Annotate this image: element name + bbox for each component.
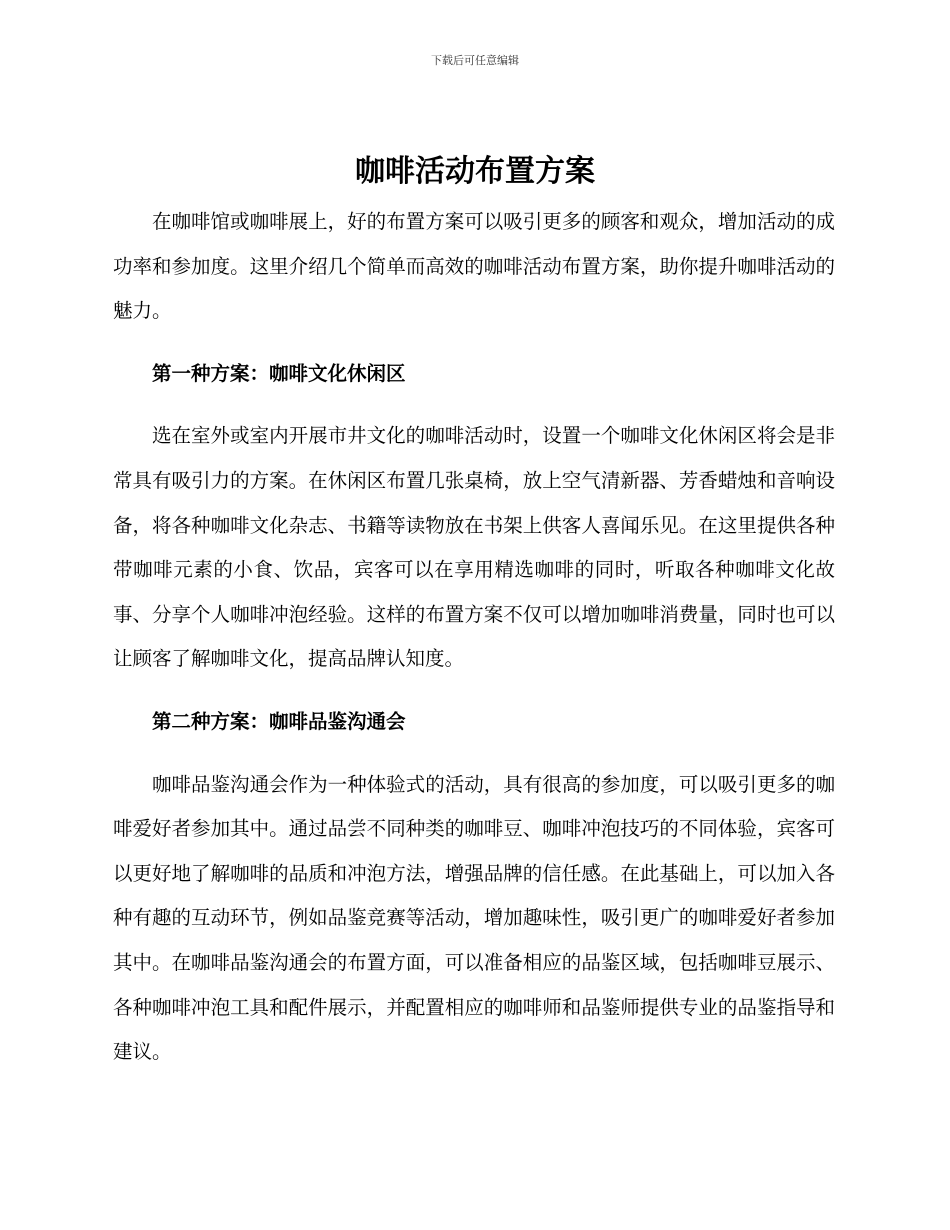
section-body-1: 选在室外或室内开展市井文化的咖啡活动时，设置一个咖啡文化休闲区将会是非常具有吸引力的方案。在休闲区布置几张桌椅，放上空气清新器、芳香蜡烛和音响设备，将各种咖啡文化杂志、书籍等读物放在书架上供客人喜闻乐见。在这里提供各种带咖啡元素的小食、饮品，宾客可以在享用精选咖啡的同时，听取各种咖啡文化故事、分享个人咖啡冲泡经验。这样的布置方案不仅可以增加咖啡消费量，同时也可以让顾客了解咖啡文化，提高品牌认知度。 [113, 424, 835, 671]
spacer [113, 745, 835, 763]
spacer [113, 396, 835, 414]
document-title: 咖啡活动布置方案 [355, 154, 595, 189]
section-body-2: 咖啡品鉴沟通会作为一种体验式的活动，具有很高的参加度，可以吸引更多的咖啡爱好者参加其中。通过品尝不同种类的咖啡豆、咖啡冲泡技巧的不同体验，宾客可以更好地了解咖啡的品质和冲泡方法，增强品牌的信任感。在此基础上，可以加入各种有趣的互动环节，例如品鉴竞赛等活动，增加趣味性，吸引更广的咖啡爱好者参加其中。在咖啡品鉴沟通会的布置方面，可以准备相应的品鉴区域，包括咖啡豆展示、各种咖啡冲泡工具和配件展示，并配置相应的咖啡师和品鉴师提供专业的品鉴指导和建议。 [113, 772, 835, 1064]
spacer [113, 334, 835, 352]
section-heading-1: 第一种方案：咖啡文化休闲区 [152, 361, 406, 385]
page-header-note: 下载后可任意编辑 [431, 54, 519, 67]
spacer [113, 682, 835, 700]
document-body [113, 200, 835, 1075]
intro-paragraph: 在咖啡馆或咖啡展上，好的布置方案可以吸引更多的顾客和观众，增加活动的成功率和参加度。这里介绍几个简单而高效的咖啡活动布置方案，助你提升咖啡活动的魅力。 [113, 210, 835, 323]
section-heading-2: 第二种方案：咖啡品鉴沟通会 [152, 709, 406, 733]
